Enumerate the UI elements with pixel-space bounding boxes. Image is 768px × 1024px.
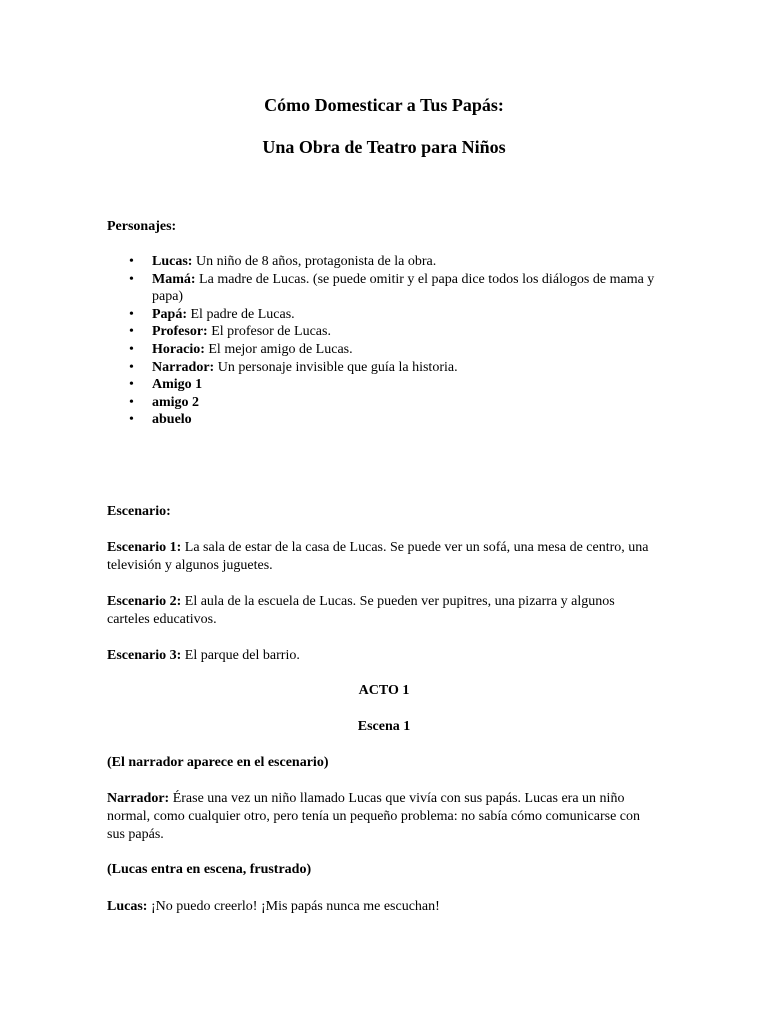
bullet-icon: •: [129, 254, 134, 269]
bullet-icon: •: [129, 377, 134, 393]
character-desc: Un niño de 8 años, protagonista de la obra.: [192, 254, 437, 269]
bullet-icon: •: [129, 341, 134, 357]
narrator-label: Narrador:: [107, 791, 170, 806]
character-desc: La madre de Lucas. (se puede omitir y el papa dice todos los diálogos de mama y papa): [152, 271, 655, 305]
bullet-icon: •: [129, 306, 134, 322]
character-name: abuelo: [152, 412, 192, 428]
list-item: [107, 394, 655, 412]
character-desc: El padre de Lucas.: [187, 306, 295, 322]
bullet-icon: •: [129, 359, 134, 375]
escenario-2-text: El aula de la escuela de Lucas. Se pueden ver pupitres, una pizarra y algunos carteles educativos.: [107, 594, 615, 627]
escenario-3-paragraph: [107, 647, 655, 665]
escenario-heading: Escenario:: [107, 504, 171, 519]
character-name: Horacio:: [152, 341, 205, 357]
character-desc: El profesor de Lucas.: [207, 324, 331, 340]
escenario-2-label: Escenario 2:: [107, 594, 182, 609]
escenario-3-label: Escenario 3:: [107, 648, 182, 663]
escenario-1-label: Escenario 1:: [107, 540, 182, 555]
character-name: Profesor:: [152, 324, 208, 340]
character-name: Amigo 1: [152, 377, 203, 393]
lucas-text: ¡No puedo creerlo! ¡Mis papás nunca me escuchan!: [147, 899, 440, 914]
character-name: Mamá:: [152, 271, 196, 287]
escenario-2-paragraph: [107, 593, 655, 629]
stage-direction-2: (Lucas entra en escena, frustrado): [107, 862, 312, 877]
title-line-1: Cómo Domesticar a Tus Papás:: [264, 95, 504, 115]
list-item: [107, 341, 655, 359]
list-item: [107, 376, 655, 394]
bullet-icon: •: [129, 412, 134, 428]
narrator-text: Érase una vez un niño llamado Lucas que vivía con sus papás. Lucas era un niño normal, como cualquier otro, pero tenía un pequeño problema: no sabía cómo comunicarse con sus papás.: [107, 791, 640, 842]
act-heading: ACTO 1: [358, 683, 410, 698]
list-item: [107, 253, 655, 271]
lucas-line-paragraph: [107, 898, 655, 916]
list-item: [107, 411, 655, 429]
bullet-icon: •: [129, 394, 134, 410]
stage-direction-1: (El narrador aparece en el escenario): [107, 755, 329, 770]
list-item: [107, 359, 655, 377]
character-name: amigo 2: [152, 394, 200, 410]
scene-heading: Escena 1: [357, 719, 411, 734]
character-desc: El mejor amigo de Lucas.: [204, 341, 353, 357]
character-name: Narrador:: [152, 359, 215, 375]
list-item: [107, 323, 655, 341]
bullet-icon: •: [129, 271, 134, 287]
bullet-icon: •: [129, 324, 134, 340]
list-item: [107, 306, 655, 324]
list-item: [107, 271, 655, 306]
escenario-3-text: El parque del barrio.: [181, 648, 300, 663]
escenario-1-text: La sala de estar de la casa de Lucas. Se puede ver un sofá, una mesa de centro, una televisión y algunos juguetes.: [107, 540, 649, 573]
character-name: Papá:: [152, 306, 187, 322]
personajes-heading: Personajes:: [107, 219, 177, 234]
lucas-label: Lucas:: [107, 899, 148, 914]
character-list: [107, 253, 655, 429]
character-desc: Un personaje invisible que guía la historia.: [214, 359, 458, 375]
character-name: Lucas:: [152, 254, 193, 269]
escenario-1-paragraph: [107, 539, 655, 575]
narrator-paragraph: [107, 790, 655, 844]
title-line-2: Una Obra de Teatro para Niños: [262, 137, 506, 157]
